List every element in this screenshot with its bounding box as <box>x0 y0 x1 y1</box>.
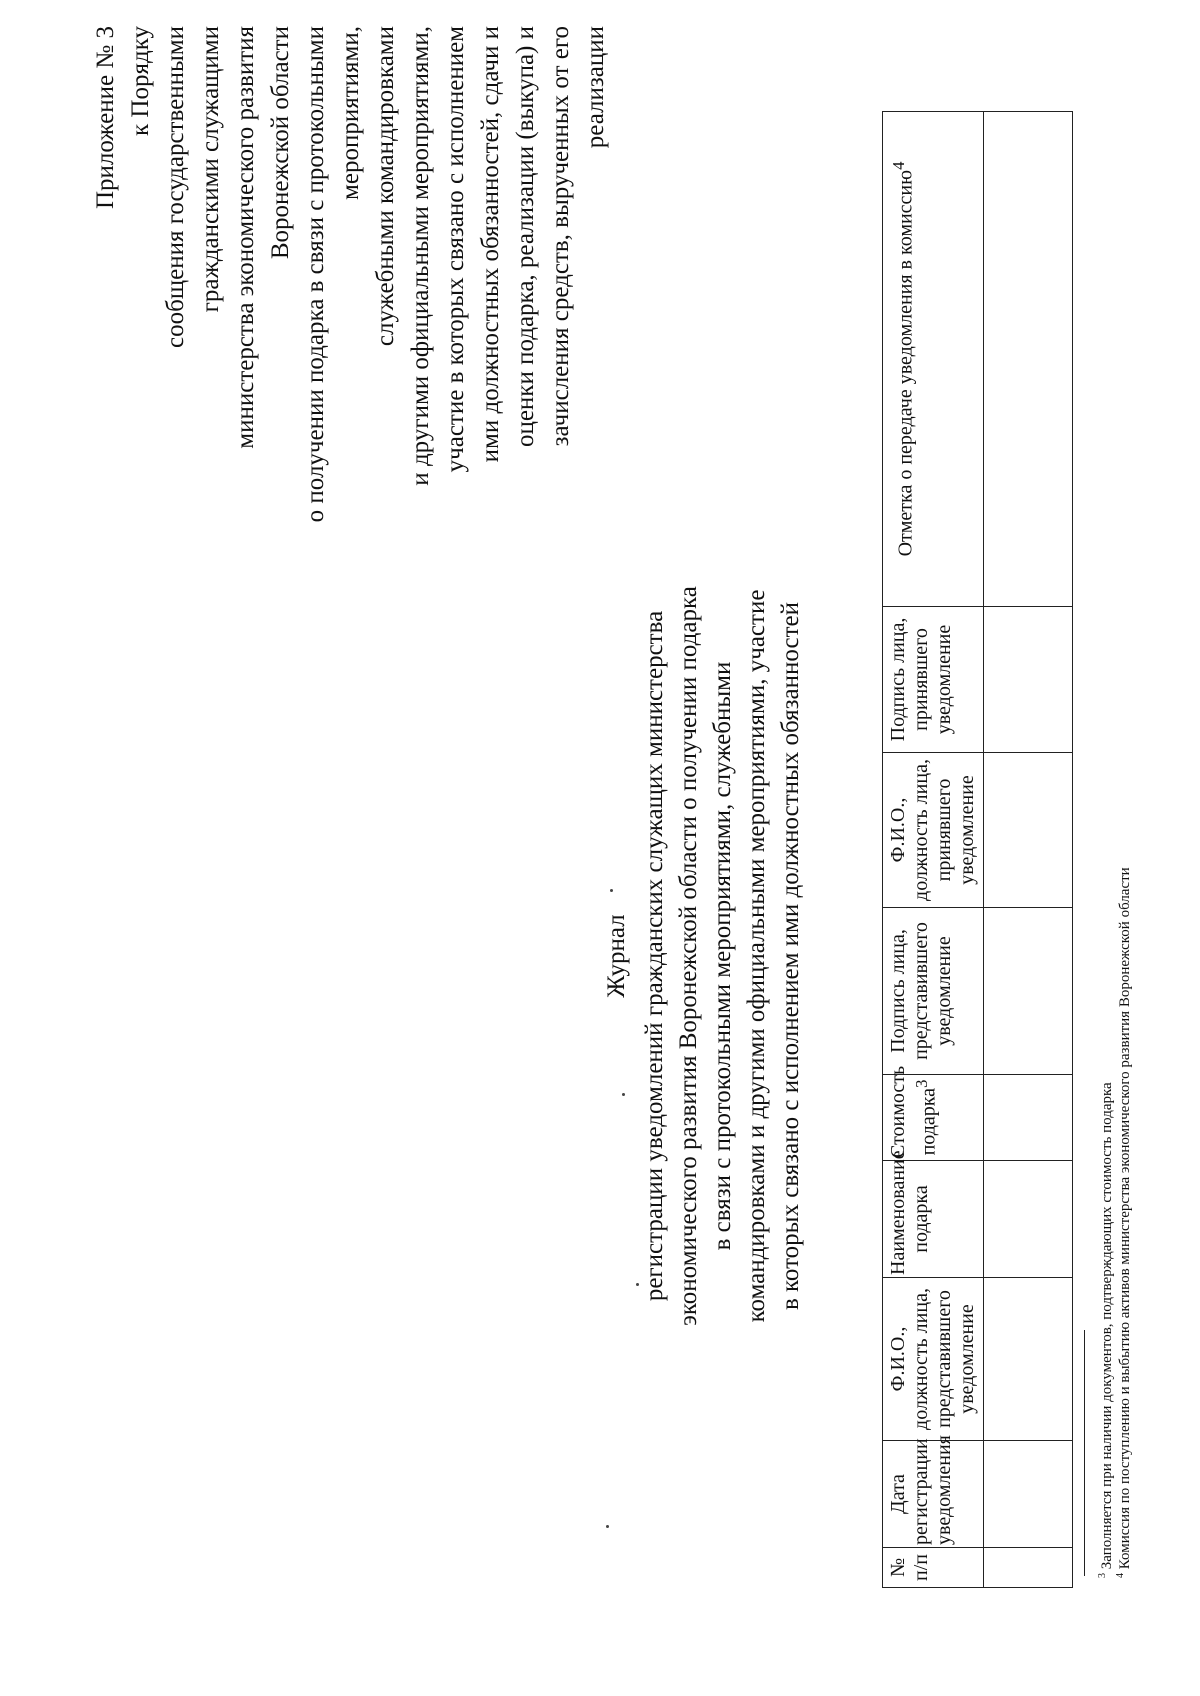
registration-journal-table <box>882 111 1073 1588</box>
commission-mark-label: Отметка о передаче уведомления в комиссию <box>894 169 917 557</box>
column-header-receiver-name-position: Ф.И.О., должность лица, принявшего уведомление <box>883 753 984 908</box>
appendix-title: Приложение № 3 <box>92 26 119 210</box>
footnote-ref-4: 4 <box>889 161 908 170</box>
journal-subtitle-line: экономического развития Воронежской области о получении подарка <box>675 586 702 1326</box>
appendix-line: сообщения государственными <box>162 26 189 348</box>
table-cell <box>984 112 1073 607</box>
footnote-mark: 4 <box>1115 1573 1126 1578</box>
journal-subtitle-line: в связи с протокольными мероприятиями, служебными <box>709 661 736 1251</box>
appendix-line: гражданскими служащими <box>197 26 224 313</box>
appendix-header <box>88 26 613 556</box>
footnote-ref-3: 3 <box>912 1079 931 1088</box>
appendix-line: зачисления средств, вырученных от его реализации <box>547 26 609 447</box>
table-cell <box>984 1548 1073 1588</box>
column-header-number: № п/п <box>883 1548 984 1588</box>
appendix-line: оценки подарка, реализации (выкупа) и <box>512 26 539 448</box>
footnote-4 <box>1112 867 1134 1578</box>
journal-subtitle-line: в которых связано с исполнением ими должностных обязанностей <box>777 601 804 1311</box>
column-header-submitter-signature: Подпись лица, представившего уведомление <box>883 908 984 1075</box>
footnote-text: Заполняется при наличии документов, подтверждающих стоимость подарка <box>1099 1082 1115 1570</box>
column-header-commission-transfer-mark <box>883 112 984 607</box>
gift-cost-label: Стоимость подарка <box>887 1065 940 1158</box>
journal-title-block <box>600 456 808 1456</box>
scan-speck <box>610 889 613 892</box>
journal-subtitle-line: командировками и другими официальными мероприятиями, участие <box>743 589 770 1323</box>
scan-speck <box>606 1525 609 1528</box>
appendix-line: министерства экономического развития <box>232 26 259 449</box>
table-cell <box>984 1278 1073 1441</box>
footnote-mark: 3 <box>1097 1573 1108 1578</box>
table-cell <box>984 607 1073 753</box>
scan-speck <box>622 1093 625 1096</box>
scan-speck <box>636 1283 639 1286</box>
table-cell <box>984 1075 1073 1161</box>
table-cell <box>984 1161 1073 1278</box>
appendix-line: к Порядку <box>127 26 154 136</box>
column-header-registration-date: Дата регистрации уведомления <box>883 1441 984 1548</box>
appendix-line: ими должностных обязанностей, сдачи и <box>477 26 504 463</box>
column-header-receiver-signature: Подпись лица, принявшего уведомление <box>883 607 984 753</box>
appendix-line: и другими официальными мероприятиями, <box>407 26 434 486</box>
footnote-text: Комиссия по поступлению и выбытию активов министерства экономического развития Воронежской области <box>1117 867 1133 1570</box>
column-header-submitter-name-position: Ф.И.О., должность лица, представившего уведомление <box>883 1278 984 1441</box>
table-cell <box>984 753 1073 908</box>
table-header-row <box>883 112 984 1588</box>
column-header-gift-name: Наименование подарка <box>883 1161 984 1278</box>
table-cell <box>984 908 1073 1075</box>
journal-heading: Журнал <box>603 914 630 998</box>
journal-subtitle-line: регистрации уведомлений гражданских служащих министерства <box>641 610 668 1302</box>
column-header-gift-cost <box>883 1065 984 1161</box>
footnote-separator <box>1084 1330 1085 1576</box>
appendix-line: служебными командировками <box>372 26 399 347</box>
table-cell <box>984 1441 1073 1548</box>
appendix-line: участие в которых связано с исполнением <box>442 26 469 473</box>
table-empty-row <box>984 112 1073 1588</box>
appendix-line: о получении подарка в связи с протокольными мероприятиями, <box>302 26 364 523</box>
appendix-line: Воронежской области <box>267 26 294 260</box>
